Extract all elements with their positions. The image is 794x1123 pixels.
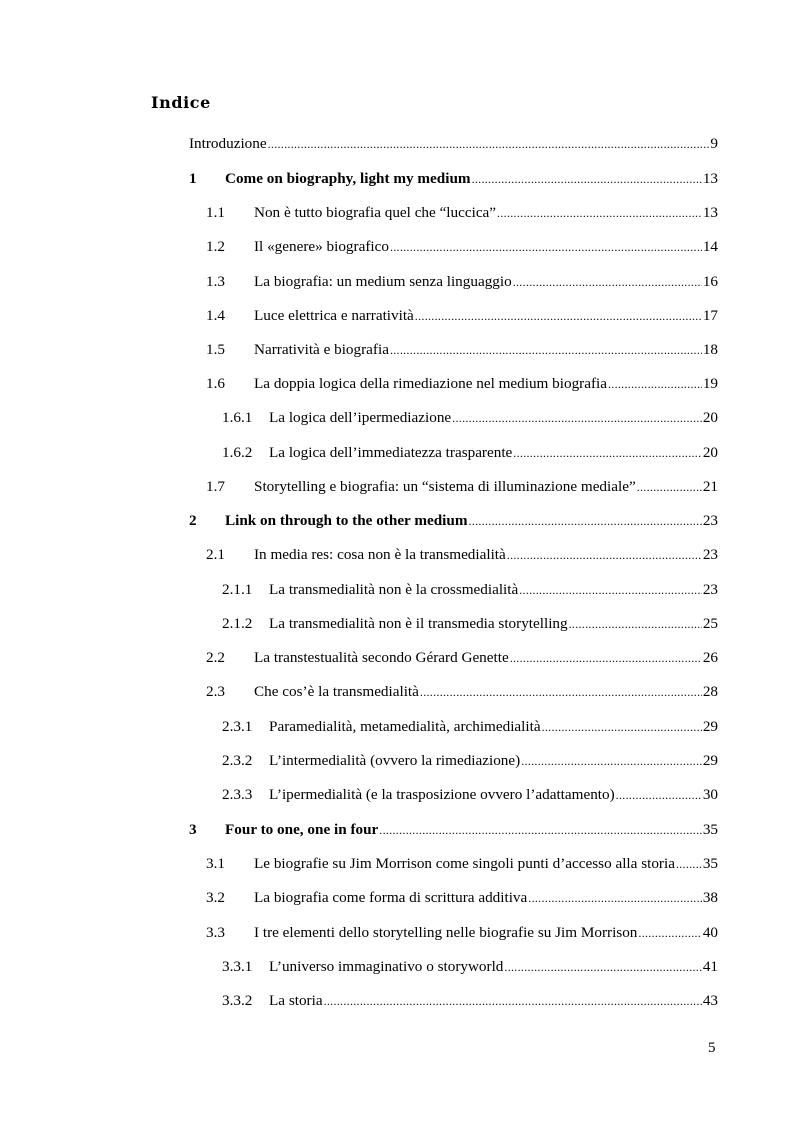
- toc-entry-number: 1.2: [206, 238, 225, 255]
- toc-leader: [268, 133, 710, 155]
- toc-entry-number: 3.2: [206, 889, 225, 906]
- toc-leader: [324, 990, 702, 1012]
- toc-entry-title: Link on through to the other medium: [225, 512, 468, 529]
- toc-entry-page: 41: [702, 958, 718, 975]
- toc-entry-number: 3.1: [206, 855, 225, 872]
- toc-leader: [638, 922, 701, 944]
- toc-entry-number: 2.3.3: [222, 786, 253, 803]
- toc-leader: [420, 681, 702, 703]
- toc-entry-title: I tre elementi dello storytelling nelle biografie su Jim Morrison: [254, 924, 638, 941]
- toc-entry-2[interactable]: [189, 510, 718, 532]
- toc-entry-title: La doppia logica della rimediazione nel medium biografia: [254, 375, 607, 392]
- toc-entry-number: 1.1: [206, 204, 225, 221]
- toc-entry-1-1[interactable]: [206, 202, 718, 224]
- toc-entry-title: L’ipermedialità (e la trasposizione ovvero l’adattamento): [269, 786, 615, 803]
- toc-leader: [415, 305, 702, 327]
- toc-leader: [521, 750, 702, 772]
- toc-entry-number: 3: [189, 821, 197, 838]
- toc-entry-1-4[interactable]: [206, 305, 718, 327]
- toc-entry-title: Non è tutto biografia quel che “luccica”: [254, 204, 497, 221]
- toc-entry-page: 35: [702, 855, 718, 872]
- toc-entry-3-3-2[interactable]: [222, 990, 718, 1012]
- toc-entry-page: 17: [702, 307, 718, 324]
- toc-entry-number: 2.1.1: [222, 581, 253, 598]
- toc-entry-page: 21: [702, 478, 718, 495]
- toc-entry-page: 29: [702, 752, 718, 769]
- toc-leader: [504, 956, 701, 978]
- toc-entry-3-3[interactable]: [206, 922, 718, 944]
- toc-entry-page: 23: [702, 512, 718, 529]
- toc-entry-number: 2: [189, 512, 197, 529]
- toc-entry-1[interactable]: [189, 168, 718, 190]
- toc-entry-page: 38: [702, 889, 718, 906]
- toc-entry-title: La biografia: un medium senza linguaggio: [254, 273, 512, 290]
- toc-leader: [497, 202, 702, 224]
- toc-entry-2-3-3[interactable]: [222, 784, 718, 806]
- toc-entry-page: 20: [702, 444, 718, 461]
- toc-entry-title: La biografia come forma di scrittura additiva: [254, 889, 528, 906]
- toc-entry-2-1-2[interactable]: [222, 613, 718, 635]
- toc-entry-title: La transtestualità secondo Gérard Genette: [254, 649, 509, 666]
- toc-entry-title: Paramedialità, metamedialità, archimedialità: [269, 718, 541, 735]
- toc-entry-page: 35: [702, 821, 718, 838]
- toc-entry-number: 1.6.1: [222, 409, 253, 426]
- toc-leader: [637, 476, 702, 498]
- toc-entry-page: 26: [702, 649, 718, 666]
- toc-leader: [513, 442, 702, 464]
- toc-entry-title: Introduzione: [189, 135, 267, 152]
- toc-entry-page: 29: [702, 718, 718, 735]
- toc-entry-number: 1.4: [206, 307, 225, 324]
- toc-entry-title: L’universo immaginativo o storyworld: [269, 958, 504, 975]
- toc-leader: [513, 271, 702, 293]
- toc-entry-introduzione[interactable]: [189, 133, 718, 155]
- toc-entry-title: La logica dell’ipermediazione: [269, 409, 452, 426]
- toc-entry-number: 3.3.1: [222, 958, 253, 975]
- toc-entry-2-3-1[interactable]: [222, 716, 718, 738]
- toc-leader: [379, 819, 702, 841]
- toc-entry-1-5[interactable]: [206, 339, 718, 361]
- toc-entry-1-6[interactable]: [206, 373, 718, 395]
- toc-entry-title: Le biografie su Jim Morrison come singoli punti d’accesso alla storia: [254, 855, 675, 872]
- toc-entry-page: 18: [702, 341, 718, 358]
- toc-entry-page: 9: [710, 135, 718, 152]
- toc-leader: [510, 647, 702, 669]
- toc-entry-number: 1.6: [206, 375, 225, 392]
- toc-entry-page: 20: [702, 409, 718, 426]
- toc-entry-2-2[interactable]: [206, 647, 718, 669]
- toc-entry-page: 13: [702, 170, 718, 187]
- toc-entry-page: 19: [702, 375, 718, 392]
- toc-leader: [676, 853, 702, 875]
- toc-entry-title: Come on biography, light my medium: [225, 170, 471, 187]
- toc-entry-number: 1.6.2: [222, 444, 253, 461]
- toc-heading: Indice: [151, 93, 211, 112]
- toc-entry-2-3[interactable]: [206, 681, 718, 703]
- toc-entry-number: 1.5: [206, 341, 225, 358]
- toc-entry-title: La logica dell’immediatezza trasparente: [269, 444, 513, 461]
- toc-entry-1-3[interactable]: [206, 271, 718, 293]
- toc-entry-title: La storia: [269, 992, 323, 1009]
- toc-entry-title: La transmedialità non è il transmedia storytelling: [269, 615, 568, 632]
- toc-entry-title: Luce elettrica e narratività: [254, 307, 414, 324]
- toc-leader: [507, 544, 702, 566]
- toc-entry-title: Four to one, one in four: [225, 821, 379, 838]
- toc-entry-page: 40: [702, 924, 718, 941]
- toc-leader: [616, 784, 702, 806]
- toc-entry-number: 2.1: [206, 546, 225, 563]
- toc-entry-page: 14: [702, 238, 718, 255]
- toc-entry-page: 23: [702, 581, 718, 598]
- toc-entry-page: 25: [702, 615, 718, 632]
- page-number: 5: [708, 1040, 716, 1056]
- toc-entry-number: 2.2: [206, 649, 225, 666]
- toc-entry-page: 30: [702, 786, 718, 803]
- toc-entry-1-7[interactable]: [206, 476, 718, 498]
- toc-leader: [569, 613, 702, 635]
- toc-leader: [608, 373, 702, 395]
- toc-leader: [468, 510, 701, 532]
- toc-entry-2-1-1[interactable]: [222, 579, 718, 601]
- toc-leader: [452, 407, 702, 429]
- toc-leader: [542, 716, 702, 738]
- toc-entry-title: La transmedialità non è la crossmedialità: [269, 581, 519, 598]
- toc-entry-title: L’intermedialità (ovvero la rimediazione): [269, 752, 521, 769]
- toc-leader: [390, 339, 702, 361]
- toc-entry-page: 28: [702, 683, 718, 700]
- toc-entry-page: 16: [702, 273, 718, 290]
- toc-entry-title: Che cos’è la transmedialità: [254, 683, 419, 700]
- toc-entry-3-1[interactable]: [206, 853, 718, 875]
- toc-entry-1-6-2[interactable]: [222, 442, 718, 464]
- toc-entry-title: Narratività e biografia: [254, 341, 389, 358]
- toc-leader: [390, 236, 702, 258]
- toc-entry-1-6-1[interactable]: [222, 407, 718, 429]
- toc-entry-page: 13: [702, 204, 718, 221]
- toc-entry-number: 1.3: [206, 273, 225, 290]
- toc-entry-page: 23: [702, 546, 718, 563]
- toc-entry-3[interactable]: [189, 819, 718, 841]
- toc-entry-number: 2.3.2: [222, 752, 253, 769]
- toc-entry-3-2[interactable]: [206, 887, 718, 909]
- toc-leader: [528, 887, 702, 909]
- toc-entry-page: 43: [702, 992, 718, 1009]
- toc-entry-number: 1.7: [206, 478, 225, 495]
- toc-entry-number: 2.3: [206, 683, 225, 700]
- toc-entry-2-1[interactable]: [206, 544, 718, 566]
- toc-entry-number: 2.3.1: [222, 718, 253, 735]
- toc-entry-number: 2.1.2: [222, 615, 253, 632]
- toc-entry-title: Il «genere» biografico: [254, 238, 389, 255]
- toc-entry-number: 3.3.2: [222, 992, 253, 1009]
- toc-entry-3-3-1[interactable]: [222, 956, 718, 978]
- toc-leader: [472, 168, 702, 190]
- toc-entry-2-3-2[interactable]: [222, 750, 718, 772]
- toc-entry-title: Storytelling e biografia: un “sistema di illuminazione mediale”: [254, 478, 636, 495]
- toc-leader: [519, 579, 702, 601]
- toc-entry-number: 3.3: [206, 924, 225, 941]
- toc-entry-number: 1: [189, 170, 197, 187]
- toc-entry-title: In media res: cosa non è la transmedialità: [254, 546, 506, 563]
- toc-entry-1-2[interactable]: [206, 236, 718, 258]
